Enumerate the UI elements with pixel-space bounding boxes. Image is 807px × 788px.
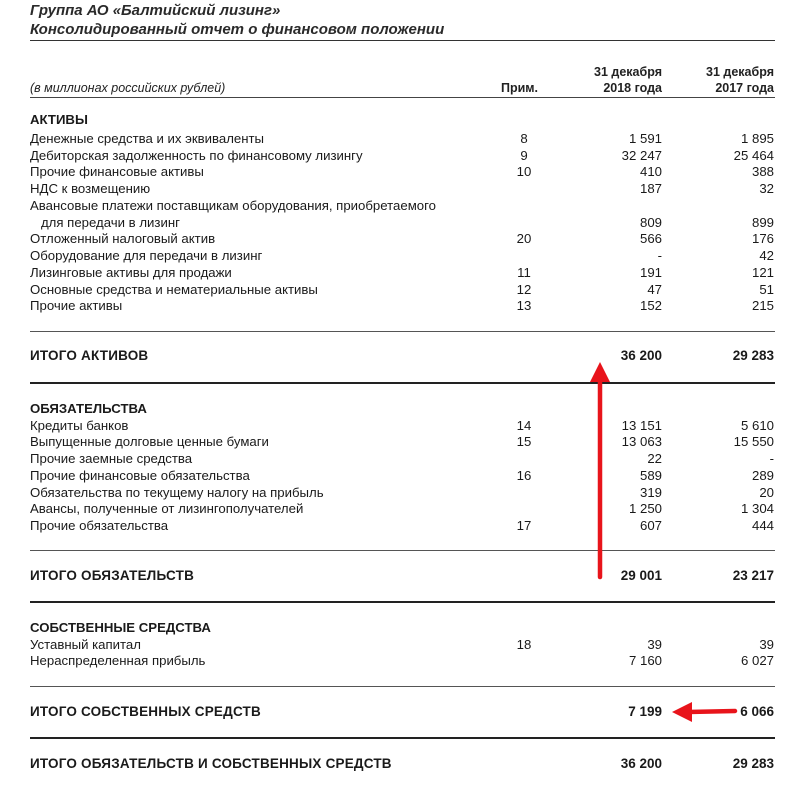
total-liabilities-2018: 29 001 bbox=[620, 568, 662, 583]
value-2018: 809 bbox=[639, 215, 662, 230]
row-note: 11 bbox=[517, 265, 531, 280]
row-note: 18 bbox=[516, 637, 532, 652]
row-note: 12 bbox=[516, 282, 532, 297]
column-header-2017-year: 2017 года bbox=[715, 81, 774, 95]
table-row bbox=[0, 485, 807, 501]
table-row bbox=[0, 248, 807, 264]
row-note: 20 bbox=[516, 231, 532, 246]
column-header-2018 bbox=[594, 64, 662, 96]
table-row bbox=[0, 501, 807, 517]
row-label: Прочие активы bbox=[30, 298, 123, 313]
row-label: Отложенный налоговый актив bbox=[30, 231, 216, 246]
row-label: Авансовые платежи поставщикам оборудования, приобретаемого bbox=[30, 198, 436, 213]
row-label: для передачи в лизинг bbox=[30, 215, 180, 230]
equity-subtotal-divider bbox=[30, 686, 775, 687]
value-2018: 47 bbox=[647, 282, 662, 297]
row-label: Уставный капитал bbox=[30, 637, 141, 652]
value-2018: 319 bbox=[639, 485, 662, 500]
row-label: Прочие заемные средства bbox=[30, 451, 193, 466]
title-divider bbox=[30, 40, 775, 41]
table-row bbox=[0, 451, 807, 467]
value-2018: 32 247 bbox=[621, 148, 662, 163]
total-equity-2017: 6 066 bbox=[740, 704, 774, 719]
value-2018: 152 bbox=[639, 298, 662, 313]
table-row bbox=[0, 468, 807, 484]
value-2017: 176 bbox=[751, 231, 774, 246]
report-title: Консолидированный отчет о финансовом положении bbox=[30, 21, 445, 38]
column-header-2018-date: 31 декабря bbox=[594, 65, 662, 79]
row-note: 15 bbox=[516, 434, 532, 449]
value-2018: 410 bbox=[639, 164, 662, 179]
total-equity-label: ИТОГО СОБСТВЕННЫХ СРЕДСТВ bbox=[30, 704, 261, 719]
value-2018: 1 250 bbox=[628, 501, 662, 516]
value-2018: 566 bbox=[639, 231, 662, 246]
grand-total-label: ИТОГО ОБЯЗАТЕЛЬСТВ И СОБСТВЕННЫХ СРЕДСТВ bbox=[30, 756, 392, 771]
table-row bbox=[0, 518, 807, 534]
row-label: Выпущенные долговые ценные бумаги bbox=[30, 434, 269, 449]
header-divider bbox=[30, 97, 775, 98]
note-column-header: Прим. bbox=[501, 81, 539, 95]
total-equity-row bbox=[0, 703, 807, 721]
row-note: 14 bbox=[516, 418, 532, 433]
table-row bbox=[0, 231, 807, 247]
value-2018: 1 591 bbox=[628, 131, 662, 146]
total-equity-2018: 7 199 bbox=[628, 704, 662, 719]
total-assets-2017: 29 283 bbox=[732, 348, 774, 363]
row-note: 16 bbox=[516, 468, 532, 483]
table-row bbox=[0, 282, 807, 298]
value-2017: 32 bbox=[759, 181, 774, 196]
equity-section-divider bbox=[30, 737, 775, 739]
row-label: Прочие обязательства bbox=[30, 518, 169, 533]
value-2017: 25 464 bbox=[733, 148, 774, 163]
table-row bbox=[0, 434, 807, 450]
table-row bbox=[0, 198, 807, 214]
grand-total-2018: 36 200 bbox=[620, 756, 662, 771]
value-2017: 899 bbox=[751, 215, 774, 230]
row-label: Нераспределенная прибыль bbox=[30, 653, 206, 668]
row-label: Оборудование для передачи в лизинг bbox=[30, 248, 263, 263]
row-note: 8 bbox=[520, 131, 528, 146]
value-2018: - bbox=[657, 248, 662, 263]
row-note: 10 bbox=[516, 164, 532, 179]
table-row bbox=[0, 164, 807, 180]
value-2017: 444 bbox=[751, 518, 774, 533]
table-row bbox=[0, 418, 807, 434]
value-2018: 589 bbox=[639, 468, 662, 483]
row-note: 9 bbox=[520, 148, 528, 163]
liabilities-heading: ОБЯЗАТЕЛЬСТВА bbox=[30, 401, 147, 416]
row-label: Кредиты банков bbox=[30, 418, 129, 433]
row-label: Дебиторская задолженность по финансовому лизингу bbox=[30, 148, 363, 163]
value-2017: 121 bbox=[751, 265, 774, 280]
total-liabilities-2017: 23 217 bbox=[732, 568, 774, 583]
table-row bbox=[0, 298, 807, 314]
row-label: Денежные средства и их эквиваленты bbox=[30, 131, 265, 146]
value-2017: 39 bbox=[759, 637, 774, 652]
value-2017: 5 610 bbox=[740, 418, 774, 433]
grand-total-2017: 29 283 bbox=[732, 756, 774, 771]
value-2017: 215 bbox=[751, 298, 774, 313]
value-2017: 6 027 bbox=[740, 653, 774, 668]
row-note: 13 bbox=[516, 298, 532, 313]
table-row bbox=[0, 653, 807, 669]
equity-heading: СОБСТВЕННЫЕ СРЕДСТВА bbox=[30, 620, 211, 635]
total-assets-label: ИТОГО АКТИВОВ bbox=[30, 348, 149, 363]
value-2017: 1 895 bbox=[740, 131, 774, 146]
column-header-2018-year: 2018 года bbox=[603, 81, 662, 95]
row-label: Основные средства и нематериальные активы bbox=[30, 282, 318, 297]
value-2017: 51 bbox=[759, 282, 774, 297]
value-2018: 191 bbox=[639, 265, 662, 280]
table-row bbox=[0, 215, 807, 231]
value-2017: 1 304 bbox=[740, 501, 774, 516]
table-row bbox=[0, 131, 807, 147]
column-header-2017-date: 31 декабря bbox=[706, 65, 774, 79]
row-label: Прочие финансовые активы bbox=[30, 164, 204, 179]
value-2017: 15 550 bbox=[733, 434, 774, 449]
liabilities-subtotal-divider bbox=[30, 550, 775, 551]
row-label: НДС к возмещению bbox=[30, 181, 151, 196]
total-assets-row bbox=[0, 347, 807, 365]
table-row bbox=[0, 148, 807, 164]
value-2017: 20 bbox=[759, 485, 774, 500]
total-liabilities-label: ИТОГО ОБЯЗАТЕЛЬСТВ bbox=[30, 568, 195, 583]
value-2018: 13 151 bbox=[621, 418, 662, 433]
total-liabilities-row bbox=[0, 567, 807, 585]
row-note: 17 bbox=[516, 518, 532, 533]
value-2018: 7 160 bbox=[628, 653, 662, 668]
value-2017: 388 bbox=[751, 164, 774, 179]
row-label: Авансы, полученные от лизингополучателей bbox=[30, 501, 304, 516]
column-header-2017 bbox=[706, 64, 774, 96]
value-2017: 42 bbox=[759, 248, 774, 263]
assets-section-divider bbox=[30, 382, 775, 384]
value-2018: 22 bbox=[647, 451, 662, 466]
report-company-title: Группа АО «Балтийский лизинг» bbox=[30, 2, 281, 19]
row-label: Обязательства по текущему налогу на прибыль bbox=[30, 485, 324, 500]
grand-total-row bbox=[0, 755, 807, 773]
row-label: Лизинговые активы для продажи bbox=[30, 265, 232, 280]
value-2018: 187 bbox=[639, 181, 662, 196]
value-2018: 607 bbox=[639, 518, 662, 533]
value-2018: 13 063 bbox=[621, 434, 662, 449]
table-row bbox=[0, 265, 807, 281]
assets-heading: АКТИВЫ bbox=[30, 112, 88, 127]
table-row bbox=[0, 637, 807, 653]
total-assets-2018: 36 200 bbox=[620, 348, 662, 363]
value-2017: - bbox=[769, 451, 774, 466]
row-label: Прочие финансовые обязательства bbox=[30, 468, 250, 483]
units-label: (в миллионах российских рублей) bbox=[30, 81, 226, 95]
assets-subtotal-divider bbox=[30, 331, 775, 332]
value-2018: 39 bbox=[647, 637, 662, 652]
table-row bbox=[0, 181, 807, 197]
value-2017: 289 bbox=[751, 468, 774, 483]
liabilities-section-divider bbox=[30, 601, 775, 603]
